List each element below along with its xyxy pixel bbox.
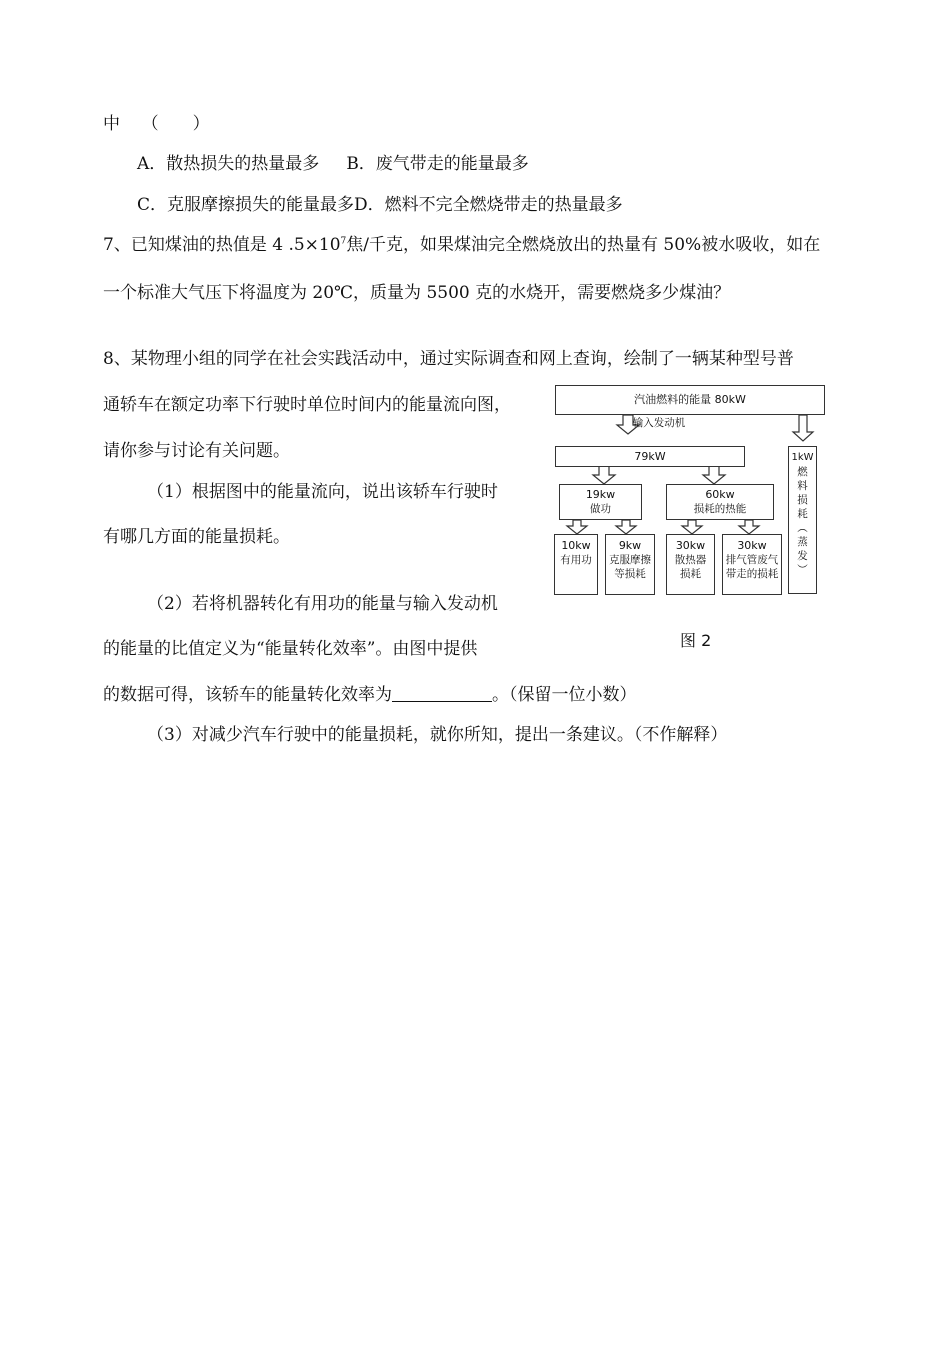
q6-option-c: C．克服摩擦损失的能量最多 <box>137 195 355 215</box>
q8-line2: 通轿车在额定功率下行驶时单位时间内的能量流向图， <box>103 395 511 415</box>
q8-part2-line2: 的能量的比值定义为“能量转化效率”。由图中提供 <box>103 639 478 659</box>
q7-line2: 一个标准大气压下将温度为 20℃，质量为 5500 克的水烧开，需要燃烧多少煤油？ <box>103 283 731 303</box>
arrow-work-to-friction <box>616 520 636 534</box>
engine-power-box: 79kW <box>555 446 745 467</box>
fuel-energy-box: 汽油燃料的能量 80kW <box>555 385 825 415</box>
fuel-loss-box: 1kW 燃 料 损 耗 ︵ 蒸 发 ︶ <box>788 446 817 594</box>
q8-part2-line1: （2）若将机器转化有用功的能量与输入发动机 <box>147 594 498 614</box>
q8-part2-line3: 的数据可得，该轿车的能量转化效率为 。（保留一位小数） <box>103 685 637 705</box>
arrow-engine-to-heat <box>703 466 725 484</box>
arrow-fuel-to-loss <box>793 415 813 441</box>
energy-flow-diagram <box>548 380 834 604</box>
arrow-engine-to-work <box>593 466 615 484</box>
arrow-heat-to-exhaust <box>739 520 759 534</box>
useful-work-box: 10kw 有用功 <box>554 534 598 595</box>
q6-options-cd <box>137 194 623 216</box>
q6-options-ab <box>137 153 529 175</box>
arrow-work-to-useful <box>567 520 587 534</box>
friction-loss-box: 9kw 克服摩擦 等损耗 <box>605 534 655 595</box>
arrow-heat-to-radiator <box>682 520 702 534</box>
exhaust-loss-box: 30kw 排气管废气 带走的损耗 <box>722 534 782 595</box>
q6-option-a: A．散热损失的热量最多 <box>137 154 320 174</box>
fuel-loss-vertical-label: 燃 料 损 耗 ︵ 蒸 发 ︶ <box>797 466 808 576</box>
radiator-loss-box: 30kw 散热器 损耗 <box>666 534 715 595</box>
q8-part3: （3）对减少汽车行驶中的能量损耗，就你所知，提出一条建议。（不作解释） <box>147 725 728 745</box>
q8-part1-line1: （1）根据图中的能量流向，说出该轿车行驶时 <box>147 482 498 502</box>
answer-blank[interactable] <box>392 685 492 702</box>
q8-line1: 8、某物理小组的同学在社会实践活动中，通过实际调查和网上查询，绘制了一辆某种型号普 <box>103 349 794 369</box>
q8-part1-line2: 有哪几方面的能量损耗。 <box>103 527 290 547</box>
q6-option-b: B．废气带走的能量最多 <box>346 154 529 174</box>
input-engine-label: 输入发动机 <box>632 417 686 429</box>
q6-option-d: D．燃料不完全燃烧带走的热量最多 <box>354 195 623 215</box>
figure-caption: 图 2 <box>680 631 712 650</box>
q7-line1: 7、已知煤油的热值是 4 $.5\times 10^7$焦/千克，如果煤油完全燃烧放出的热量有 50%被水吸收，如在 <box>103 235 821 255</box>
q8-line3: 请你参与讨论有关问题。 <box>103 441 290 461</box>
q6-line-end: 中 （ ） <box>103 114 210 134</box>
work-box: 19kw 做功 <box>559 484 642 520</box>
heat-loss-box: 60kw 损耗的热能 <box>666 484 774 520</box>
